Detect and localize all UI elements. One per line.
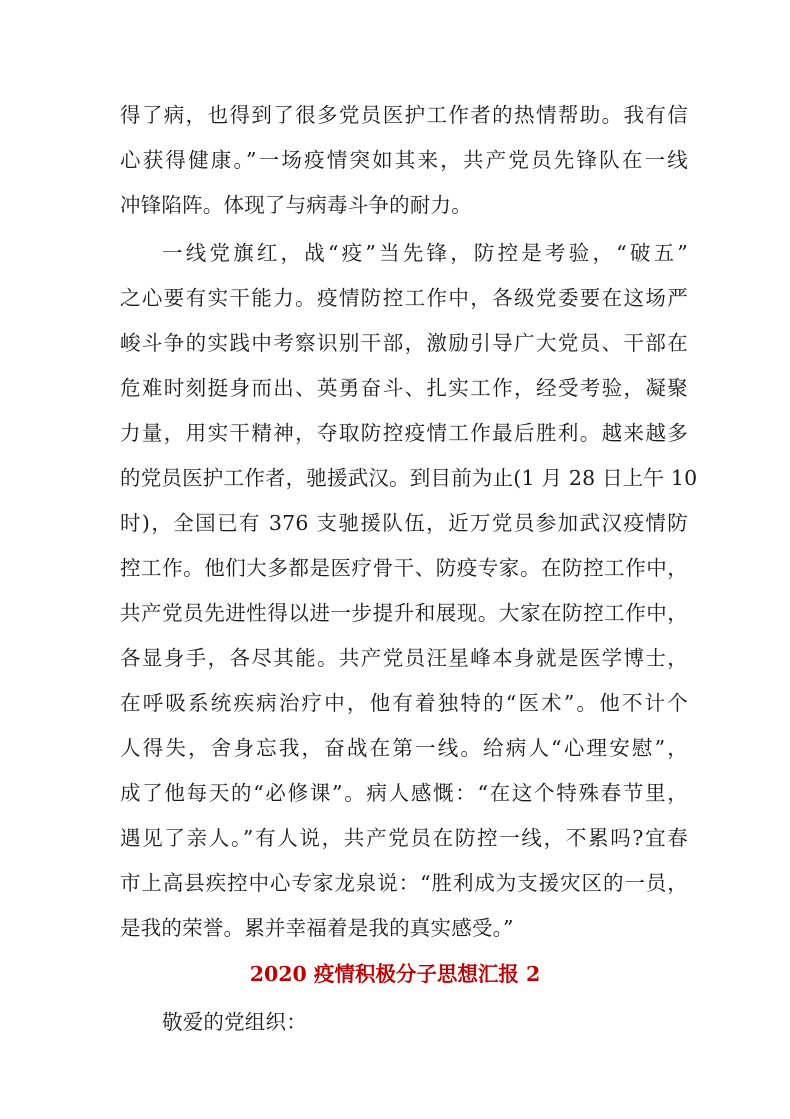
- text-line: 时)，全国已有 376 支驰援队伍，近万党员参加武汉疫情防: [120, 511, 688, 535]
- text-line: 市上高县疾控中心专家龙泉说：“胜利成为支援灾区的一员，: [120, 871, 688, 895]
- text-line: 危难时刻挺身而出、英勇奋斗、扎实工作，经受考验，凝聚: [120, 376, 688, 400]
- text-line: 峻斗争的实践中考察识别干部，激励引导广大党员、干部在: [120, 331, 688, 355]
- text-line-last: 是我的荣誉。累并幸福着是我的真实感受。”: [120, 916, 514, 940]
- text-line: 之心要有实干能力。疫情防控工作中，各级党委要在这场严: [120, 286, 688, 310]
- text-line: 冲锋陷阵。体现了与病毒斗争的耐力。: [120, 193, 472, 217]
- text-line: 的党员医护工作者，驰援武汉。到目前为止(1 月 28 日上午 10: [120, 466, 698, 490]
- text-line: 共产党员先进性得以进一步提升和展现。大家在防控工作中，: [120, 601, 688, 625]
- text-line: 人得失，舍身忘我，奋战在第一线。给病人“心理安慰”，: [120, 736, 688, 760]
- text-line: 成了他每天的“必修课”。病人感慨：“在这个特殊春节里，: [120, 781, 688, 805]
- text-line: 在呼吸系统疾病治疗中，他有着独特的“医术”。他不计个: [120, 691, 688, 715]
- text-line: 一线党旗红，战“疫”当先锋，防控是考验，“破五”: [162, 241, 688, 265]
- text-line: 得了病，也得到了很多党员医护工作者的热情帮助。我有信: [120, 103, 688, 127]
- text-line: 控工作。他们大多都是医疗骨干、防疫专家。在防控工作中，: [120, 556, 688, 580]
- section-heading: 2020 疫情积极分子思想汇报 2: [249, 962, 541, 986]
- salutation: 敬爱的党组织：: [162, 1010, 307, 1034]
- text-line: 力量，用实干精神，夺取防控疫情工作最后胜利。越来越多: [120, 421, 688, 445]
- text-line: 心获得健康。”一场疫情突如其来，共产党员先锋队在一线: [120, 148, 688, 172]
- text-line: 各显身手，各尽其能。共产党员汪星峰本身就是医学博士，: [120, 646, 688, 670]
- text-line: 遇见了亲人。”有人说，共产党员在防控一线，不累吗?宜春: [120, 826, 688, 850]
